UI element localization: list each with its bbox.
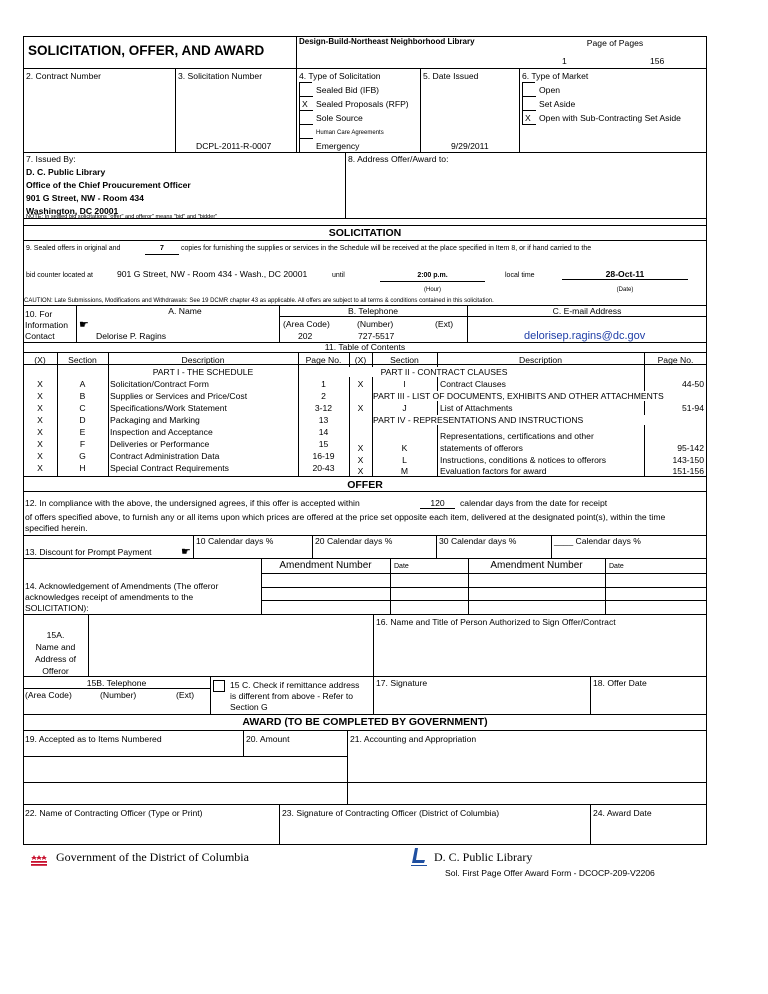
toc-row-m-page: 151-156: [672, 466, 704, 476]
toc-row-i-x: X: [357, 379, 364, 389]
date-label: (Date): [616, 287, 634, 293]
sealed-offers-line-b: copies for furnishing the supplies or services in the Schedule will be received at the place specified in Item 8, or if hand carried to the: [181, 245, 592, 252]
toc-row-b-page: 2: [321, 391, 326, 401]
toc-row-j-page: 51-94: [682, 403, 704, 413]
toc-row-a-page: 1: [321, 379, 326, 389]
discount-other-days: ____ Calendar days %: [554, 536, 641, 546]
toc-row-i-page: 44-50: [682, 379, 704, 389]
type-emergency: Emergency: [316, 141, 360, 151]
discount-10-days: 10 Calendar days %: [196, 536, 274, 546]
toc-row-e-x: X: [37, 427, 43, 437]
toc-row-d-desc: Packaging and Marking: [110, 415, 200, 425]
toc-row-l-desc: Instructions, conditions & notices to offerors: [440, 455, 607, 465]
market-set-aside: Set Aside: [539, 99, 576, 109]
copies-count: 7: [145, 244, 179, 255]
pointing-hand-icon-2: ☛: [181, 546, 191, 558]
acknowledgement-line-3: SOLICITATION):: [25, 603, 89, 613]
type-sole-source: Sole Source: [316, 113, 363, 123]
market-open: Open: [539, 85, 561, 95]
caution-text: CAUTION: Late Submissions, Modifications and Withdrawals: See 19 DCMR chapter 43 as applicable. All offers are subject to all terms & conditions contained in this solicitation.: [24, 298, 494, 304]
offer-text-c: of offers specified above, to furnish any or all items upon which prices are offered at the price set opposite each item, delivered at the designated point(s), within the time: [25, 512, 666, 522]
name-label: A. Name: [168, 306, 202, 316]
type-human-care: Human Care Agreements: [316, 130, 384, 136]
toc-row-i-section: I: [403, 379, 406, 389]
dc-flag-logo: [31, 853, 47, 864]
offer-text-b: calendar days from the date for receipt: [460, 498, 608, 508]
toc-row-g-page: 16-19: [312, 451, 335, 461]
remittance-checkbox[interactable]: [213, 680, 225, 692]
hour-label: (Hour): [423, 287, 441, 293]
amendment-number-header-1: Amendment Number: [279, 560, 372, 571]
contracting-officer-signature-label: 23. Signature of Contracting Officer (District of Columbia): [282, 808, 500, 818]
toc-header-description: Description: [181, 355, 225, 365]
solicitation-heading: SOLICITATION: [328, 227, 402, 239]
toc-header-description-right: Description: [519, 355, 562, 365]
type-sealed-proposals: Sealed Proposals (RFP): [316, 99, 409, 109]
toc-row-d-section: D: [79, 415, 86, 425]
until-label: until: [332, 272, 345, 279]
discount-20-days: 20 Calendar days %: [315, 536, 393, 546]
due-time: 2:00 p.m.: [380, 271, 485, 282]
toc-header-section: Section: [68, 355, 97, 365]
toc-row-f-x: X: [37, 439, 43, 449]
toc-row-d-page: 13: [318, 415, 329, 425]
offeror-label-1: 15A.: [46, 630, 65, 640]
toc-row-k-x: X: [357, 443, 364, 453]
ext-label: (Ext): [435, 319, 454, 329]
contact-name: Delorise P. Ragins: [96, 331, 167, 341]
offer-text-a: 12. In compliance with the above, the undersigned agrees, if this offer is accepted within: [25, 498, 360, 508]
market-sub-mark: X: [525, 113, 531, 123]
toc-row-f-desc: Deliveries or Performance: [110, 439, 210, 449]
toc-row-l-page: 143-150: [672, 455, 704, 465]
accepted-items-label: 19. Accepted as to Items Numbered: [25, 734, 162, 744]
toc-row-k-section: K: [401, 443, 408, 453]
toc-header-x: (X): [34, 355, 46, 365]
area-code-label: (Area Code): [283, 319, 330, 329]
toc-row-l-x: X: [357, 455, 364, 465]
email-label: C. E-mail Address: [552, 306, 622, 316]
type-of-market-label: 6. Type of Market: [522, 71, 589, 81]
award-heading: AWARD (TO BE COMPLETED BY GOVERNMENT): [242, 716, 488, 728]
toc-row-g-desc: Contract Administration Data: [110, 451, 220, 461]
type-of-solicitation-label: 4. Type of Solicitation: [299, 71, 381, 81]
form-title: SOLICITATION, OFFER, AND AWARD: [28, 43, 265, 58]
toc-row-f-page: 15: [318, 439, 329, 449]
contracting-officer-name-label: 22. Name of Contracting Officer (Type or Print): [25, 808, 203, 818]
toc-header-x-right: (X): [354, 355, 367, 365]
toc-row-k-desc-1: Representations, certifications and other: [440, 431, 594, 441]
toc-row-i-desc: Contract Clauses: [440, 379, 506, 389]
issued-by-line-3: 901 G Street, NW - Room 434: [26, 193, 144, 203]
form-number: Sol. First Page Offer Award Form - DCOCP-209-V2206: [445, 868, 655, 878]
offer-days: 120: [420, 498, 455, 509]
contract-number-label: 2. Contract Number: [26, 71, 101, 81]
toc-row-g-section: G: [79, 451, 86, 461]
amendment-date-header-2: Date: [609, 563, 624, 570]
bid-counter-label: bid counter located at: [26, 272, 93, 279]
toc-part-3: PART III - LIST OF DOCUMENTS, EXHIBITS AND OTHER ATTACHMENTS: [373, 391, 706, 401]
accounting-label: 21. Accounting and Appropriation: [350, 734, 477, 744]
number-label: (Number): [357, 319, 394, 329]
number-15b-label: (Number): [100, 690, 137, 700]
toc-row-e-section: E: [79, 427, 86, 437]
toc-row-c-page: 3-12: [314, 403, 333, 413]
toc-row-c-desc: Specifications/Work Statement: [110, 403, 227, 413]
toc-row-m-section: M: [400, 466, 409, 476]
toc-row-m-desc: Evaluation factors for award: [440, 466, 547, 476]
toc-row-c-x: X: [37, 403, 43, 413]
date-issued: 9/29/2011: [451, 141, 489, 151]
toc-row-g-x: X: [37, 451, 43, 461]
signature-label: 17. Signature: [376, 678, 428, 688]
toc-part-2: PART II - CONTRACT CLAUSES: [349, 367, 539, 377]
offer-text-d: specified herein.: [25, 523, 88, 533]
due-date: 28-Oct-11: [562, 269, 688, 280]
offeror-label-2: Name and: [35, 642, 76, 652]
contact-email[interactable]: delorisep.ragins@dc.gov: [524, 330, 646, 342]
address-offer-label: 8. Address Offer/Award to:: [348, 154, 449, 164]
toc-row-b-x: X: [37, 391, 43, 401]
toc-row-a-desc: Solicitation/Contract Form: [110, 379, 209, 389]
library-logo-icon: [410, 847, 428, 867]
offeror-label-4: Offeror: [42, 666, 69, 676]
award-date-label: 24. Award Date: [593, 808, 652, 818]
info-contact-label-1: 10. For: [25, 309, 53, 319]
toc-row-h-x: X: [37, 463, 43, 473]
contact-number: 727-5517: [358, 331, 395, 341]
contact-area-code: 202: [298, 331, 313, 341]
sealed-bid-note: NOTE: In sealed bid solicitations "offer" and offeror" means "bid" and "bidder": [26, 214, 218, 220]
toc-row-m-x: X: [357, 466, 364, 476]
amendment-number-header-2: Amendment Number: [490, 560, 583, 571]
type-sealed-bid: Sealed Bid (IFB): [316, 85, 380, 95]
toc-row-a-x: X: [37, 379, 43, 389]
government-name: Government of the District of Columbia: [56, 850, 249, 864]
offer-heading: OFFER: [347, 479, 383, 491]
toc-row-b-section: B: [79, 391, 86, 401]
issued-by-line-1: D. C. Public Library: [26, 167, 106, 177]
library-name: D. C. Public Library: [434, 850, 533, 864]
issued-by-line-2: Office of the Chief Proucurement Officer: [26, 180, 191, 190]
toc-row-f-section: F: [79, 439, 86, 449]
telephone-label: B. Telephone: [347, 306, 398, 316]
toc-row-j-x: X: [357, 403, 364, 413]
telephone-15b-label: 15B. Telephone: [86, 678, 147, 688]
area-code-15b-label: (Area Code): [25, 690, 72, 700]
info-contact-label-2: Information: [25, 320, 68, 330]
market-open-sub: Open with Sub-Contracting Set Aside: [539, 113, 681, 123]
toc-row-a-section: A: [79, 379, 86, 389]
date-issued-label: 5. Date Issued: [423, 71, 479, 81]
solicitation-number: DCPL-2011-R-0007: [196, 141, 272, 151]
amount-label: 20. Amount: [246, 734, 290, 744]
toc-row-j-desc: List of Attachments: [440, 403, 513, 413]
remittance-line-3: Section G: [230, 702, 268, 712]
offer-date-label: 18. Offer Date: [593, 678, 647, 688]
info-contact-label-3: Contact: [25, 331, 55, 341]
toc-row-c-section: C: [79, 403, 86, 413]
local-time-label: local time: [505, 272, 535, 279]
offeror-label-3: Address of: [34, 654, 77, 664]
bid-location: 901 G Street, NW - Room 434 - Wash., DC 20001: [117, 269, 308, 279]
toc-row-j-section: J: [402, 403, 407, 413]
type-rfp-mark: X: [302, 99, 308, 109]
toc-row-e-page: 14: [318, 427, 329, 437]
remittance-line-1: 15 C. Check if remittance address: [230, 680, 360, 690]
toc-row-b-desc: Supplies or Services and Price/Cost: [110, 391, 248, 401]
discount-label: 13. Discount for Prompt Payment: [25, 547, 152, 557]
toc-header-section-right: Section: [390, 355, 419, 365]
solicitation-number-label: 3. Solicitation Number: [178, 71, 263, 81]
pointing-hand-icon: ☛: [79, 319, 89, 331]
toc-header-page-right: Page No.: [657, 355, 694, 365]
page-of-pages-label: Page of Pages: [586, 38, 644, 48]
amendment-date-header-1: Date: [394, 563, 409, 570]
toc-row-l-section: L: [402, 455, 407, 465]
acknowledgement-line-1: 14. Acknowledgement of Amendments (The offeror: [25, 581, 219, 591]
discount-30-days: 30 Calendar days %: [439, 536, 517, 546]
toc-part-4: PART IV - REPRESENTATIONS AND INSTRUCTIONS: [373, 415, 706, 425]
toc-row-k-desc: statements of offerors: [440, 443, 523, 453]
project-name: Design-Build-Northeast Neighborhood Library: [299, 37, 475, 46]
toc-row-h-section: H: [79, 463, 86, 473]
page-number: 1: [562, 56, 567, 66]
issued-by-line-4: Washington, DC 20001: [26, 206, 119, 216]
ext-15b-label: (Ext): [176, 690, 195, 700]
toc-row-h-page: 20-43: [312, 463, 335, 473]
total-pages: 156: [650, 56, 665, 66]
sealed-offers-line-a: 9. Sealed offers in original and: [26, 245, 121, 252]
toc-row-h-desc: Special Contract Requirements: [110, 463, 229, 473]
toc-row-k-page: 95-142: [677, 443, 704, 453]
toc-part-1: PART I - THE SCHEDULE: [152, 367, 254, 377]
toc-title: 11. Table of Contents: [324, 342, 406, 352]
toc-row-d-x: X: [37, 415, 43, 425]
sealed-bid-checkbox[interactable]: [299, 82, 312, 152]
authorized-person-label: 16. Name and Title of Person Authorized to Sign Offer/Contract: [376, 617, 616, 627]
toc-header-page: Page No.: [305, 355, 342, 365]
acknowledgement-line-2: acknowledges receipt of amendments to the: [25, 592, 194, 602]
remittance-line-2: is different from above - Refer to: [230, 691, 354, 701]
toc-row-e-desc: Inspection and Acceptance: [110, 427, 213, 437]
issued-by-label: 7. Issued By:: [26, 154, 76, 164]
